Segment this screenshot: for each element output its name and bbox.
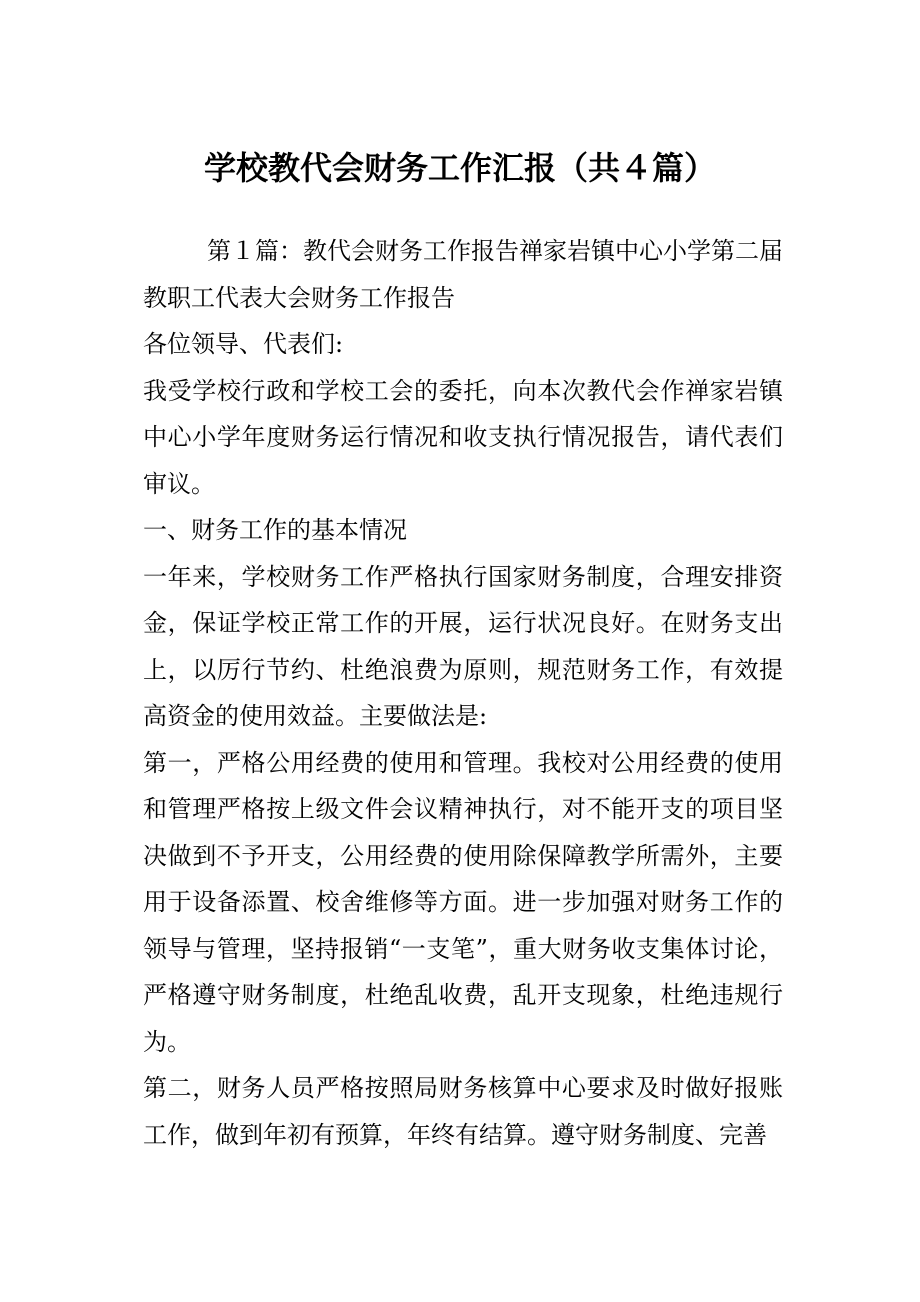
document-title: 学校教代会财务工作汇报（共４篇） [203,149,716,187]
paragraph-point-one: 第一，严格公用经费的使用和管理。我校对公用经费的使用和管理严格按上级文件会议精神执行，对不能开支的项目坚决做到不予开支，公用经费的使用除保障教学所需外，主要用于设备添置、校舍维修等方面。进一步加强对财务工作的领导与管理，坚持报销“一支笔”，重大财务收支集体讨论，严格遵守财务制度，杜绝乱收费，乱开支现象，杜绝违规行为。 [143,748,783,1056]
paragraph-heading-part1: 第１篇：教代会财务工作报告禅家岩镇中心小学第二届教职工代表大会财务工作报告 [143,237,783,312]
paragraph-point-two: 第二，财务人员严格按照局财务核算中心要求及时做好报账工作，做到年初有预算，年终有结算。遵守财务制度、完善 [143,1074,783,1149]
paragraph-salutation: 各位领导、代表们: [143,330,344,358]
document-body [143,228,783,1158]
section-heading-basic-situation: 一、财务工作的基本情况 [143,516,407,544]
paragraph-intro: 我受学校行政和学校工会的委托，向本次教代会作禅家岩镇中心小学年度财务运行情况和收支执行情况报告，请代表们审议。 [143,376,783,498]
paragraph-overview: 一年来，学校财务工作严格执行国家财务制度，合理安排资金，保证学校正常工作的开展，运行状况良好。在财务支出上，以厉行节约、杜绝浪费为原则，规范财务工作，有效提高资金的使用效益。主要做法是: [143,562,783,730]
